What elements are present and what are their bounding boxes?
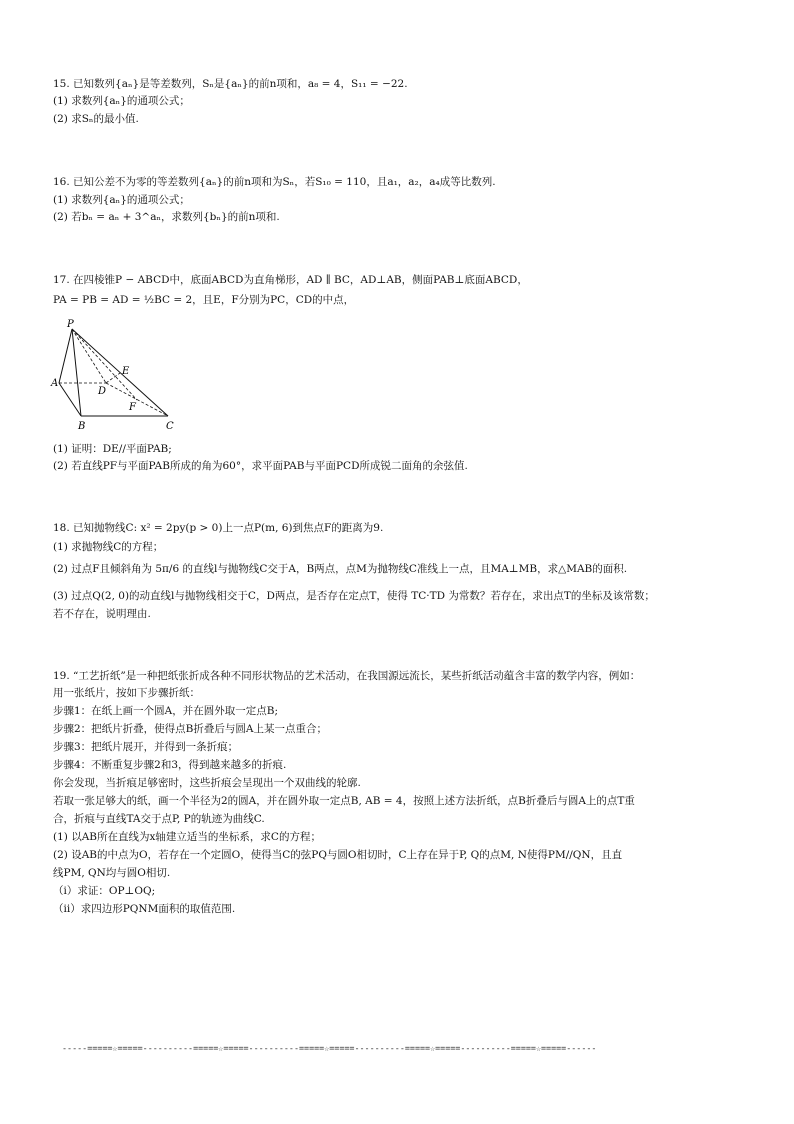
edge-pc (72, 329, 168, 416)
p15-q1: (1) 求数列{aₙ}的通项公式； (53, 95, 190, 107)
label-p: P (67, 319, 74, 330)
p18-q1: (1) 求抛物线C的方程； (53, 541, 164, 553)
p17-stem2: PA = PB = AD = ½BC = 2，且E，F分别为PC，CD的中点， (53, 294, 355, 306)
edge-pa (59, 329, 72, 383)
p19-l2: 用一张纸片，按如下步骤折纸： (53, 687, 200, 699)
label-d: D (98, 386, 107, 397)
p18-q2: (2) 过点F且倾斜角为 5π/6 的直线l与抛物线C交于A，B两点，点M为抛物线C准线上一点，且MA⊥MB，求△MAB的面积. (53, 563, 628, 575)
p18-q3: (3) 过点Q(2, 0)的动直线l与抛物线相交于C，D两点，是否存在定点T，使得 TC·TD 为常数？若存在，求出点T的坐标及该常数； (53, 590, 655, 602)
pyramid-diagram (50, 318, 180, 433)
p19-q2b: 线PM, QN均与圆O相切. (53, 867, 171, 879)
p17-q2: (2) 若直线PF与平面PAB所成的角为60°，求平面PAB与平面PCD所成锐二面角的余弦值. (53, 460, 468, 472)
segment-de (106, 373, 120, 383)
label-b: B (78, 421, 86, 432)
p19-q1: (1) 以AB所在直线为x轴建立适当的坐标系，求C的方程； (53, 831, 321, 843)
p15-q2: (2) 求Sₙ的最小值. (53, 113, 139, 125)
label-e: E (122, 366, 130, 377)
p17-q1: (1) 证明：DE//平面PAB; (53, 443, 172, 455)
label-f: F (129, 402, 136, 413)
p19-step2: 步骤2：把纸片折叠，使得点B折叠后与圆A上某一点重合； (53, 723, 327, 735)
p16-q2: (2) 若bₙ = aₙ + 3^aₙ，求数列{bₙ}的前n项和. (53, 211, 280, 223)
p18-q3b: 若不存在，说明理由. (53, 608, 151, 620)
footer-separator: -----=====☆=====----------=====☆=====----------=====☆=====----------=====☆=====----------=====☆=====------ (62, 1043, 597, 1053)
p19-qi: （i）求证：OP⊥OQ; (53, 885, 156, 897)
pyramid-figure (50, 318, 180, 433)
p18-stem: 18. 已知抛物线C: x² = 2py(p > 0)上一点P(m, 6)到焦点F的距离为9. (53, 522, 384, 534)
p16-q1: (1) 求数列{aₙ}的通项公式； (53, 194, 190, 206)
p16-stem: 16. 已知公差不为零的等差数列{aₙ}的前n项和为Sₙ，若S₁₀ = 110，且a₁，a₂，a₄成等比数列. (53, 176, 496, 188)
label-c: C (166, 421, 174, 432)
p15-stem: 15. 已知数列{aₙ}是等差数列，Sₙ是{aₙ}的前n项和，a₈ = 4，S₁₁ = −22. (53, 78, 408, 90)
p19-q2: (2) 设AB的中点为O，若存在一个定圆O，使得当C的弦PQ与圆O相切时，C上存在异于P, Q的点M, N使得PM//QN，且直 (53, 849, 623, 861)
label-a: A (51, 378, 59, 389)
p19-step1: 步骤1：在纸上画一个圆A，并在圆外取一定点B; (53, 705, 279, 717)
p19-l8: 若取一张足够大的纸，画一个半径为2的圆A，并在圆外取一定点B, AB = 4，按照上述方法折纸，点B折叠后与圆A上的点T重 (53, 795, 635, 807)
p19-l7: 你会发现，当折痕足够密时，这些折痕会呈现出一个双曲线的轮廓. (53, 777, 361, 789)
p17-stem: 17. 在四棱锥P − ABCD中，底面ABCD为直角梯形，AD ∥ BC，AD⊥AB，侧面PAB⊥底面ABCD， (53, 274, 528, 286)
p19-qii: （ii）求四边形PQNM面积的取值范围. (53, 903, 236, 915)
p19-step4: 步骤4：不断重复步骤2和3，得到越来越多的折痕. (53, 759, 287, 771)
edge-pb (72, 329, 81, 416)
p19-l9: 合，折痕与直线TA交于点P, P的轨迹为曲线C. (53, 813, 265, 825)
p19-step3: 步骤3：把纸片展开，并得到一条折痕； (53, 741, 239, 753)
p19-stem: 19. “工艺折纸”是一种把纸张折成各种不同形状物品的艺术活动，在我国源远流长，某些折纸活动蕴含丰富的数学内容，例如： (53, 670, 641, 682)
